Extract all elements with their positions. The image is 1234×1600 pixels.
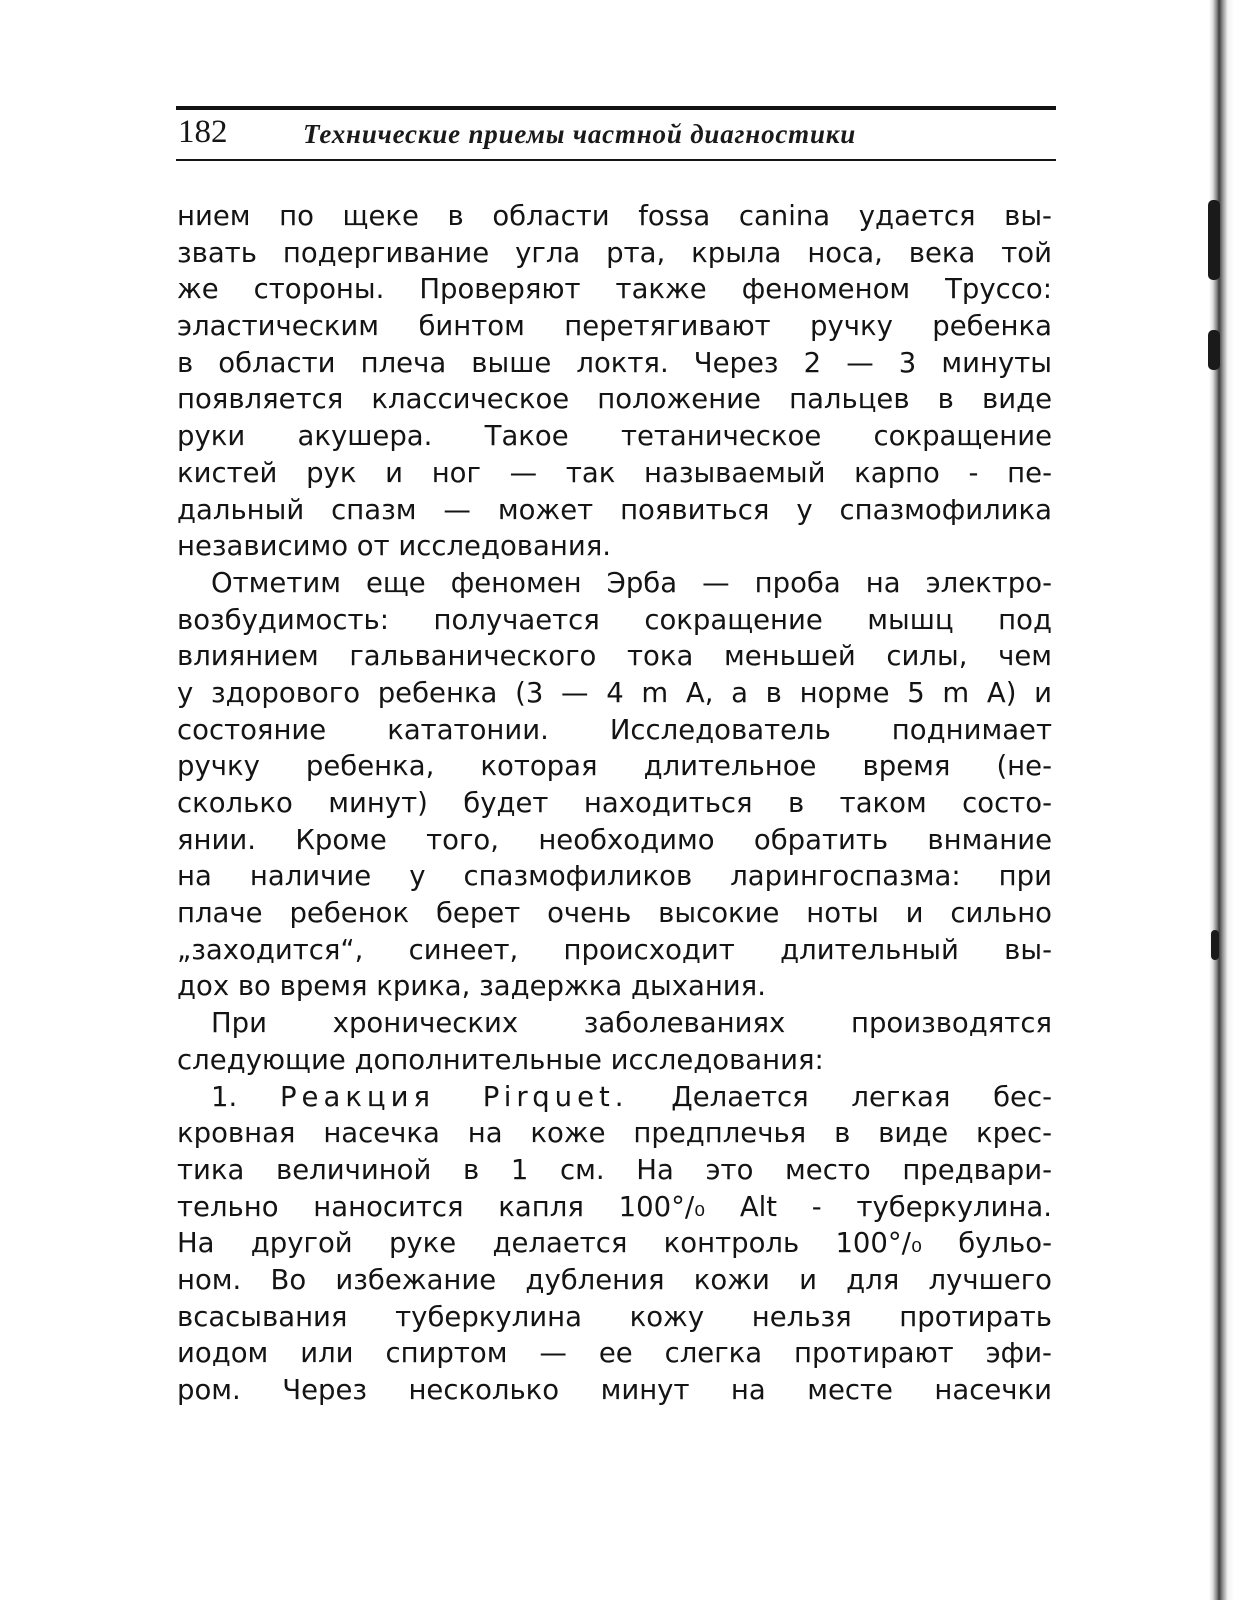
scan-artifact-mark (1211, 930, 1219, 960)
page-number: 182 (178, 114, 228, 150)
text-line: звать подергивание угла рта, крыла носа, века той (177, 236, 1052, 269)
scan-artifact-mark (1208, 330, 1220, 370)
text-line: дох во время крика, задержка дыхания. (177, 970, 766, 1003)
text-line: в области плеча выше локтя. Через 2 — 3 минуты (177, 346, 1052, 379)
text-line: влиянием гальванического тока меньшей силы, чем (177, 640, 1052, 673)
text-line: На другой руке делается контроль 100°/₀ бульо- (177, 1227, 1052, 1260)
text-line: плаче ребенок берет очень высокие ноты и сильно (177, 897, 1052, 930)
text-line: янии. Кроме того, необходимо обратить внмание (177, 823, 1052, 856)
text-line: кровная насечка на коже предплечья в виде крес- (177, 1117, 1052, 1150)
text-line: иодом или спиртом — ее слегка протирают эфи- (177, 1337, 1052, 1370)
text-line: нием по щеке в области fossa canina удается вы- (177, 200, 1052, 232)
text-line: следующие дополнительные исследования: (177, 1043, 824, 1076)
text-line: дальный спазм — может появиться у спазмофилика (177, 493, 1052, 526)
text-line: Отметим еще феномен Эрба — проба на электро- (211, 566, 1052, 599)
text-line: ном. Во избежание дубления кожи и для лучшего (177, 1263, 1052, 1296)
text-line: ручку ребенка, которая длительное время (не- (177, 750, 1052, 783)
item-number: 1. (211, 1080, 238, 1113)
item-title: Реакция Pirquet. (279, 1080, 629, 1113)
text-line: у здорового ребенка (3 — 4 m A, а в норме 5 m A) и (177, 676, 1052, 709)
text-line: кистей рук и ног — так называемый карпо - пе- (177, 456, 1052, 489)
text-line-numbered-item (177, 1079, 1052, 1116)
text-line: руки акушера. Такое тетаническое сокращение (177, 420, 1052, 453)
text-line: появляется классическое положение пальцев в виде (177, 383, 1052, 416)
header-rule-top (176, 106, 1056, 110)
text-line: „заходится“, синеет, происходит длительный вы- (177, 933, 1052, 966)
scan-artifact-mark (1208, 200, 1220, 280)
body-text (177, 198, 1052, 1409)
text-line: же стороны. Проверяют также феноменом Труссо: (177, 273, 1052, 306)
text-line: сколько минут) будет находиться в таком состо- (177, 787, 1052, 819)
running-title: Технические приемы частной диагностики (303, 119, 857, 149)
item-text: Делается легкая бес- (671, 1080, 1052, 1113)
text-line: состояние кататонии. Исследователь поднимает (177, 713, 1052, 746)
text-line: При хронических заболеваниях производятся (211, 1007, 1052, 1040)
text-line: независимо от исследования. (177, 530, 611, 563)
text-line: тельно наносится капля 100°/₀ Alt - туберкулина. (177, 1190, 1052, 1223)
text-line: ром. Через несколько минут на месте насечки (177, 1374, 1052, 1406)
text-line: эластическим бинтом перетягивают ручку ребенка (177, 310, 1052, 343)
text-line: всасывания туберкулина кожу нельзя протирать (177, 1300, 1052, 1333)
text-line: на наличие у спазмофиликов ларингоспазма: при (177, 860, 1052, 893)
text-line: тика величиной в 1 см. На это место предвари- (177, 1153, 1052, 1186)
header-rule-bottom (176, 159, 1056, 161)
text-line: возбудимость: получается сокращение мышц под (177, 603, 1052, 636)
